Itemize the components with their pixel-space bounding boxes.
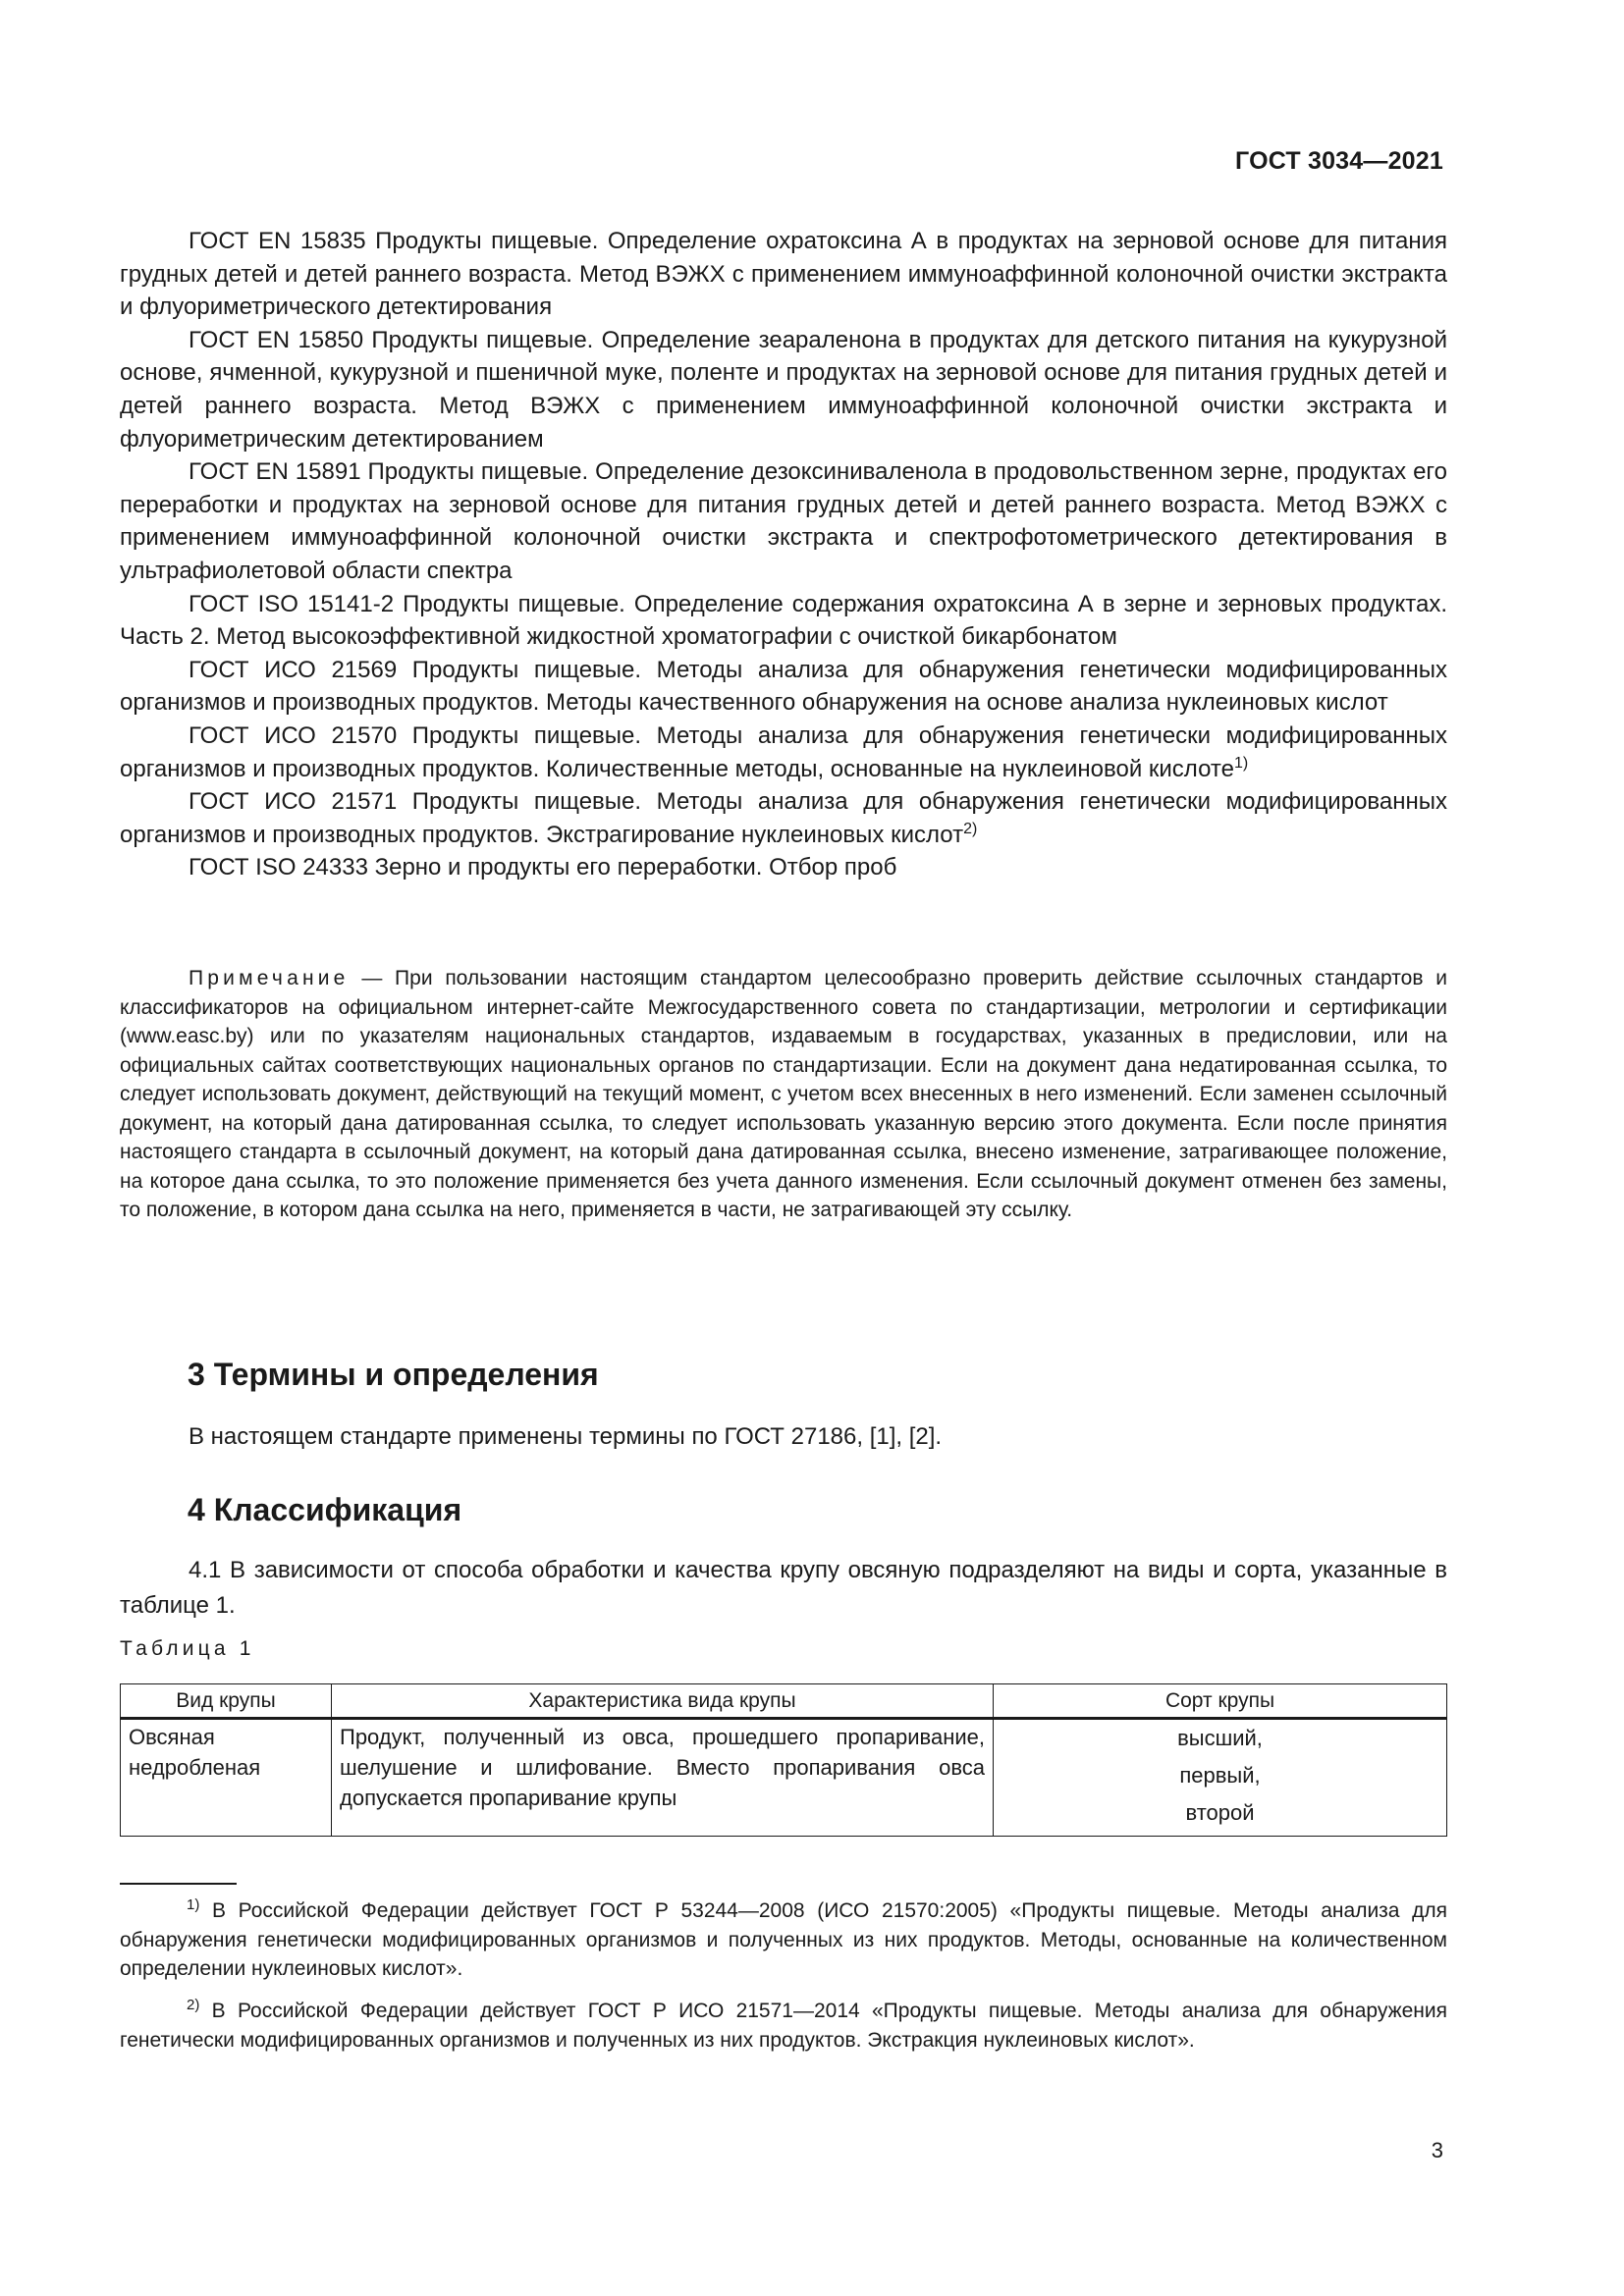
footnote: $^{2)}$ В Российской Федерации действует ГОСТ Р ИСО 21571—2014 «Продукты пищевые. Методы анализа для обнаружения генетически модифицированных организмов и полученных из них продуктов. Экстракция нуклеиновых кислот». (120, 1997, 1448, 2052)
table-caption: Таблица 1 (120, 1637, 255, 1660)
note-block (120, 964, 1447, 1225)
section-3-text: В настоящем стандарте применены термины по ГОСТ 27186, [1], [2]. (189, 1423, 943, 1450)
table-row (121, 1719, 1447, 1837)
reference-item: ГОСТ ИСО 21570 Продукты пищевые. Методы анализа для обнаружения генетически модифицированных организмов и производных продуктов. Количественные методы, основанные на нуклеиновой кислоте$^{1)}$ (120, 721, 1447, 782)
reference-item: ГОСТ ИСО 21571 Продукты пищевые. Методы анализа для обнаружения генетически модифицированных организмов и производных продуктов. Экстрагирование нуклеиновых кислот$^{2)}$ (120, 788, 1447, 848)
page-number: 3 (1431, 2138, 1443, 2163)
table-header-row (121, 1684, 1447, 1719)
document-header: ГОСТ 3034—2021 (1235, 147, 1443, 175)
column-header: Сорт крупы (994, 1684, 1447, 1719)
footnote-ref[interactable]: 1) (1233, 754, 1249, 772)
table-cell-grades (994, 1719, 1447, 1837)
footnote: $^{1)}$ В Российской Федерации действует ГОСТ Р 53244—2008 (ИСО 21570:2005) «Продукты пищевые. Методы анализа для обнаружения генетически модифицированных организмов и полученных из них продуктов. Методы, основанные на количественном определении нуклеиновых кислот». (120, 1896, 1447, 1980)
footnote-divider (120, 1883, 237, 1885)
footnote-mark: 1) (187, 1896, 200, 1913)
section-3-title: 3 Термины и определения (188, 1357, 599, 1392)
grade-item: высший, (1177, 1726, 1263, 1750)
table-cell-description: Продукт, полученный из овса, прошедшего пропаривание, шелушение и шлифование. Вместо пропаривания овса допускается пропаривание крупы (332, 1719, 994, 1837)
column-header: Вид крупы (121, 1684, 332, 1719)
column-header: Характеристика вида крупы (332, 1684, 994, 1719)
note-label: Примечание (189, 967, 350, 989)
reference-item: ГОСТ EN 15891 Продукты пищевые. Определение дезоксиниваленола в продовольственном зерне, продуктах его переработки и продуктах на зерновой основе для питания грудных детей и детей раннего возраста. Метод ВЭЖХ с применением иммуноаффинной колоночной очистки экстракта и спектрофотометрического детектирования в ультрафиолетовой области спектра (120, 458, 1447, 584)
note-text: — При пользовании настоящим стандартом целесообразно проверить действие ссылочных стандартов и классификаторов на официальном интернет-сайте Межгосударственного совета по стандартизации, метрологии и сертификации (www.easc.by) или по указателям национальных стандартов, издаваемым в государствах, указанных в предисловии, или на официальных сайтах соответствующих национальных органов по стандартизации. Если на документ дана недатированная ссылка, то следует использовать документ, действующий на текущий момент, с учетом всех внесенных в него изменений. Если заменен ссылочный документ, на который дана датированная ссылка, то следует использовать указанную версию этого документа. Если после принятия настоящего стандарта в ссылочный документ, на который дана датированная ссылка, внесено изменение, затрагивающее положение, на которое дана ссылка, то это положение применяется без учета данного изменения. Если ссылочный документ отменен без замены, то положение, в котором дана ссылка на него, применяется в части, не затрагивающей эту ссылку. (120, 967, 1447, 1221)
reference-item: ГОСТ EN 15835 Продукты пищевые. Определение охратоксина А в продуктах на зерновой основе для питания грудных детей и детей раннего возраста. Метод ВЭЖХ с применением иммуноаффинной колоночной очистки экстракта и флуориметрического детектирования (120, 228, 1447, 321)
footnote-ref[interactable]: 2) (963, 820, 978, 837)
classification-table (120, 1683, 1447, 1837)
normative-references-list (120, 225, 1447, 884)
reference-item: ГОСТ ISO 15141-2 Продукты пищевые. Определение содержания охратоксина А в зерне и зерновых продуктах. Часть 2. Метод высокоэффективной жидкостной хроматографии с очисткой бикарбонатом (120, 590, 1447, 651)
reference-item: ГОСТ ISO 24333 Зерно и продукты его переработки. Отбор проб (189, 854, 897, 881)
grade-item: первый, (1179, 1763, 1261, 1788)
reference-item: ГОСТ EN 15850 Продукты пищевые. Определение зеараленона в продуктах для детского питания на кукурузной основе, ячменной, кукурузной и пшеничной муке, поленте и продуктах на зерновой основе для питания грудных детей и детей раннего возраста. Метод ВЭЖХ с применением иммуноаффинной колоночной очистки экстракта и флуориметрическим детектированием (120, 326, 1447, 453)
footnote-mark: 2) (187, 1997, 200, 2013)
grade-item: второй (1185, 1800, 1255, 1825)
section-4-title: 4 Классификация (188, 1492, 462, 1527)
section-4-text: 4.1 В зависимости от способа обработки и качества крупу овсяную подразделяют на виды и сорта, указанные в таблице 1. (120, 1557, 1447, 1619)
reference-item: ГОСТ ИСО 21569 Продукты пищевые. Методы анализа для обнаружения генетически модифицированных организмов и производных продуктов. Методы качественного обнаружения на основе анализа нуклеиновых кислот (120, 656, 1447, 717)
table-cell-kind: Овсяная недробленая (121, 1719, 332, 1837)
